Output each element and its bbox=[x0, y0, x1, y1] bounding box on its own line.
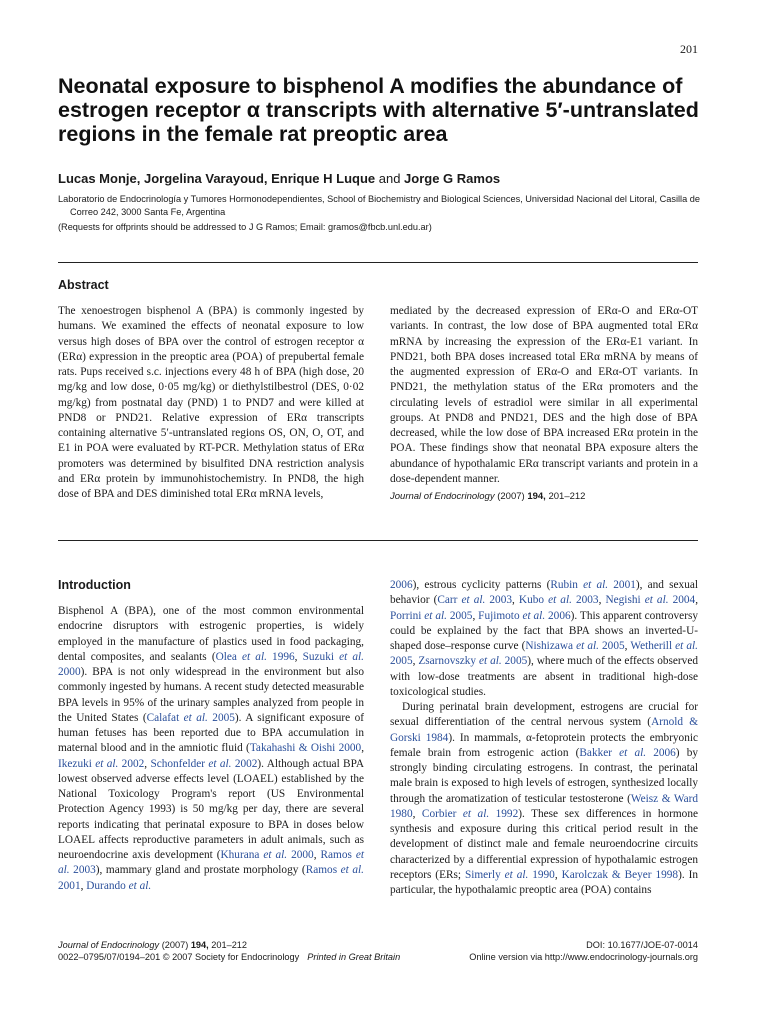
reference-link[interactable]: Porrini et al. 2005 bbox=[390, 609, 473, 622]
footer-left bbox=[58, 939, 400, 963]
reference-link[interactable]: Ikezuki et al. 2002 bbox=[58, 757, 145, 770]
reference-link[interactable]: Rubin et al. 2001 bbox=[550, 579, 636, 591]
footer-online: Online version via http://www.endocrinology-journals.org bbox=[469, 952, 698, 962]
footer-printed: Printed in Great Britain bbox=[307, 952, 401, 962]
footer-issn: 0022–0795/07/0194–201 © 2007 Society for Endocrinology bbox=[58, 952, 300, 962]
citation-year: (2007) bbox=[494, 491, 528, 502]
bottom-rule bbox=[58, 540, 698, 541]
authors-and: and bbox=[375, 171, 405, 186]
reference-link[interactable]: Arnold & Gorski 1984 bbox=[390, 716, 698, 744]
author-names: Lucas Monje, Jorgelina Varayoud, Enrique H Luque bbox=[58, 171, 376, 186]
affiliation: Laboratorio de Endocrinología y Tumores Hormonodependientes, School of Biochemistry and Biological Sciences, Universidad Nacional del Litoral, Casilla de Correo 242, 3000 Santa Fe, Argentina bbox=[58, 194, 700, 217]
abstract-left-column bbox=[58, 304, 364, 502]
reference-link[interactable]: Wetherill et al. 2005 bbox=[390, 640, 698, 668]
intro-paragraph-1: Bisphenol A (BPA), one of the most common environmental endocrine disruptors with estrogenic properties, is widely employed in the manufacture of plastics used in food packaging, dental composites, and sealants (Olea et al. 1996, Suzuki et al. 2000). BPA is not only widespread in the environment but also commonly ingested by humans. A recent study detected measurable BPA levels in 95% of the urinary samples analyzed from people in the United States (Calafat et al. 2005). A significant exposure of human fetuses has been reported due to BPA accumulation in maternal blood and in the amniotic fluid (Takahashi & Oishi 2000, Ikezuki et al. 2002, Schonfelder et al. 2002). Although actual BPA lowest observed adverse effects level (LOAEL) established by the National Toxicology Program's report (US Environmental Protection Agency 1993) is 50 mg/kg per day, there are several reports indicating that perinatal exposure to BPA in doses below LOAEL affects reproductive parameters in adult animals, such as neuroendocrine axis development (Khurana et al. 2000, Ramos et al. 2003), mammary gland and prostate morphology (Ramos et al. 2001, Durando et al. bbox=[58, 605, 365, 892]
reference-link[interactable]: Simerly et al. 1990 bbox=[464, 868, 555, 881]
reference-link[interactable]: Kubo et al. 2003 bbox=[518, 594, 599, 607]
reference-link[interactable]: Negishi et al. 2004 bbox=[605, 594, 696, 607]
reference-link[interactable]: Durando et al. bbox=[86, 879, 152, 892]
introduction-left-column bbox=[58, 604, 364, 894]
citation-journal: Journal of Endocrinology bbox=[390, 491, 495, 502]
reference-link[interactable]: Weisz & Ward 1980 bbox=[390, 792, 699, 820]
reference-link[interactable]: Karolczak & Beyer 1998 bbox=[561, 868, 679, 881]
authors bbox=[58, 171, 718, 186]
top-rule bbox=[58, 262, 698, 263]
reference-link[interactable]: Suzuki et al. 2000 bbox=[58, 650, 364, 678]
footer-right bbox=[469, 939, 698, 963]
abstract-citation bbox=[390, 489, 698, 504]
reference-link[interactable]: Ramos et al. 2001 bbox=[58, 864, 364, 892]
reference-link[interactable]: 2006 bbox=[390, 579, 413, 591]
footer-doi: DOI: 10.1677/JOE-07-0014 bbox=[586, 940, 698, 950]
reference-link[interactable]: Ramos et al. 2003 bbox=[58, 849, 364, 877]
citation-pages: 201–212 bbox=[545, 491, 586, 502]
reference-link[interactable]: Fujimoto et al. 2006 bbox=[478, 609, 571, 622]
reference-link[interactable]: Khurana et al. 2000 bbox=[220, 849, 314, 861]
page-number: 201 bbox=[680, 42, 698, 56]
reference-link[interactable]: Calafat et al. 2005 bbox=[146, 711, 235, 724]
reference-link[interactable]: Bakker et al. 2006 bbox=[579, 746, 676, 759]
reference-link[interactable]: Corbier et al. 1992 bbox=[421, 807, 519, 820]
reference-link[interactable]: Takahashi & Oishi 2000 bbox=[249, 742, 362, 755]
footer-pages: 201–212 bbox=[208, 940, 248, 950]
introduction-right-column bbox=[390, 578, 698, 898]
reference-link[interactable]: Nishizawa et al. 2005 bbox=[525, 640, 625, 652]
reference-link[interactable]: Olea et al. 1996 bbox=[215, 650, 295, 663]
footer-volume: 194, bbox=[190, 940, 209, 950]
introduction-heading: Introduction bbox=[58, 578, 131, 592]
reference-link[interactable]: Zsarnovszky et al. 2005 bbox=[418, 655, 528, 668]
article-title: Neonatal exposure to bisphenol A modifies the abundance of estrogen receptor α transcripts with alternative 5′-untranslated regions in the female rat preoptic area bbox=[58, 74, 699, 146]
reference-link[interactable]: Schonfelder et al. 2002 bbox=[150, 757, 258, 770]
abstract-text-left: The xenoestrogen bisphenol A (BPA) is commonly ingested by humans. We examined the effects of neonatal exposure to low versus high doses of BPA over the control of estrogen receptor α (ERα) expression in the preoptic area (POA) of prepubertal female rats. Pups received s.c. injections every 48 h of BPA (high dose, 20 mg/kg and low dose, 0·05 mg/kg) or diethylstilbestrol (DES, 0·02 mg/kg) from postnatal day (PND) 1 to PND7 and were killed at PND8 or PND21. Relative expression of ERα transcripts containing alternative 5′-untranslated regions OS, ON, O, OT, and E1 in POA were evaluated by RT-PCR. Methylation status of ERα promoters was determined by bisulfited DNA restriction analysis and ERα protein by immunohistochemistry. In PND8, the high dose of BPA and DES diminished total ERα mRNA levels, bbox=[58, 305, 364, 500]
author-last: Jorge G Ramos bbox=[404, 171, 501, 186]
footer-journal: Journal of Endocrinology bbox=[58, 940, 160, 950]
citation-volume: 194, bbox=[527, 491, 546, 502]
footer-year: (2007) bbox=[159, 940, 191, 950]
abstract-text-right: mediated by the decreased expression of ERα-O and ERα-OT variants. In contrast, the low dose of BPA augmented total ERα mRNA by increasing the expression of the ERα-E1 variant. In PND21, both BPA doses increased total ERα mRNA by means of the augmented expression of ERα-O and ERα-OT variants. In PND21, the methylation status of the ERα promoters and the circulating levels of estradiol were similar in all experimental groups. At PND8 and PND21, DES and the high dose of BPA decreased, while the low dose of BPA increased ERα protein in the POA. These findings show that neonatal BPA exposure alters the abundance of hypothalamic ERα transcript variants and protein in a dose-dependent manner. bbox=[390, 305, 698, 485]
abstract-right-column bbox=[390, 304, 698, 504]
abstract-heading: Abstract bbox=[58, 278, 109, 292]
reference-link[interactable]: Carr et al. 2003 bbox=[437, 594, 513, 607]
intro-paragraph-1-continued: 2006), estrous cyclicity patterns (Rubin et al. 2001), and sexual behavior (Carr et al. 2003, Kubo et al. 2003, Negishi et al. 2004, Porrini et al. 2005, Fujimoto et al. 2006). This apparent controversy could be explained by the fact that BPA shows an inverted-U-shaped dose–response curve (Nishizawa et al. 2005, Wetherill et al. 2005, Zsarnovszky et al. 2005), where much of the effects observed with low-dose treatments are absent in traditional high-dose toxicological studies. bbox=[390, 579, 699, 698]
offprints-note: (Requests for offprints should be addressed to J G Ramos; Email: gramos@fbcb.unl.edu.ar) bbox=[58, 222, 432, 232]
intro-paragraph-2: During perinatal brain development, estrogens are crucial for sexual differentiation of the central nervous system (Arnold & Gorski 1984). In mammals, α-fetoprotein protects the embryonic female brain from estrogenic action (Bakker et al. 2006) by strongly binding circulating estrogens. In contrast, the perinatal male brain is exposed to high levels of estrogen, synthesized locally through the aromatization of testicular testosterone (Weisz & Ward 1980, Corbier et al. 1992). These sex differences in hormone synthesis and exposure during this critical period result in the development of distinct male and female neuroendocrine circuits characterized by a differential expression of hypothalamic estrogen receptors (ERs; Simerly et al. 1990, Karolczak & Beyer 1998). In particular, the hypothalamic preoptic area (POA) contains bbox=[390, 701, 699, 896]
